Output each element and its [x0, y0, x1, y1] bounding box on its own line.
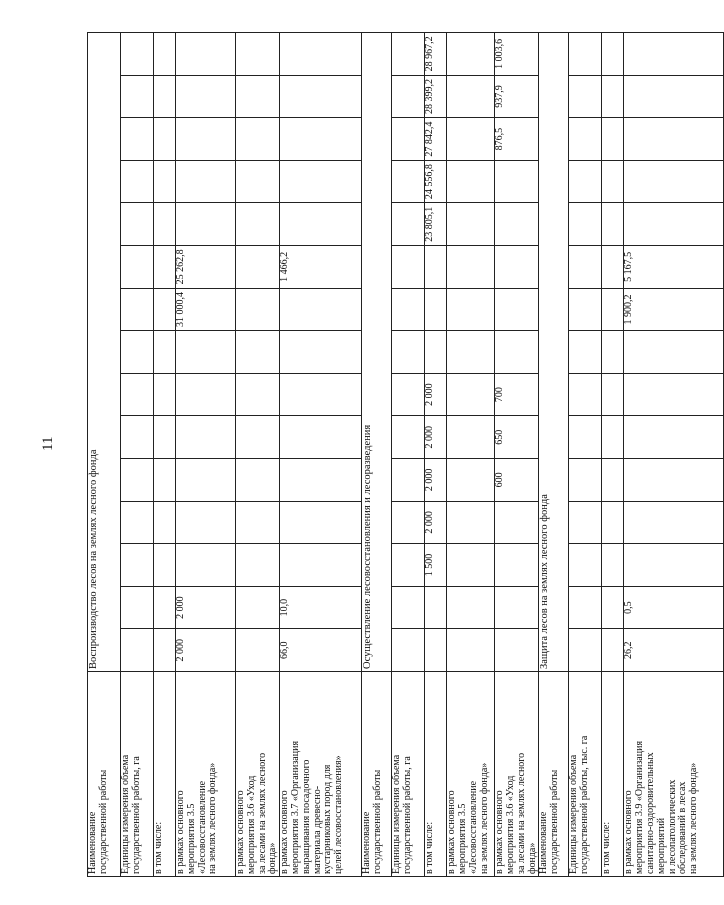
- table-cell: [425, 288, 447, 331]
- row-label: Единицы измерения объема государственной работы, га: [392, 672, 425, 877]
- section-title: Защита лесов на землях лесного фонда: [539, 33, 569, 672]
- table-cell: [154, 203, 176, 246]
- table-cell: [495, 331, 539, 374]
- table-cell: 2 000: [176, 586, 236, 629]
- table-cell: [495, 544, 539, 587]
- table-cell: 10,0: [280, 586, 362, 629]
- table-cell: 1 003,6: [495, 33, 539, 76]
- table-cell: 66,0: [280, 629, 362, 672]
- table-cell: 2 000: [425, 373, 447, 416]
- table-cell: [569, 331, 602, 374]
- table-cell: [121, 373, 154, 416]
- table-cell: [280, 118, 362, 161]
- row-label: Наименование государственной работы: [362, 672, 392, 877]
- table-cell: [176, 416, 236, 459]
- table-cell: [624, 331, 724, 374]
- table-cell: [495, 160, 539, 203]
- table-cell: [121, 544, 154, 587]
- table-row: [392, 33, 425, 877]
- table-cell: [392, 586, 425, 629]
- table-cell: [121, 160, 154, 203]
- table-cell: [392, 118, 425, 161]
- table-cell: [569, 246, 602, 289]
- table-cell: [624, 33, 724, 76]
- table-cell: [602, 586, 624, 629]
- table-cell: [154, 544, 176, 587]
- table-cell: [236, 75, 280, 118]
- table-cell: [602, 416, 624, 459]
- table-cell: [602, 544, 624, 587]
- table-row: [539, 33, 569, 877]
- table-cell: [392, 501, 425, 544]
- table-cell: [569, 459, 602, 502]
- table-row: [624, 33, 724, 877]
- table-cell: [236, 373, 280, 416]
- table-cell: [154, 586, 176, 629]
- table-cell: [392, 373, 425, 416]
- table-cell: [154, 288, 176, 331]
- table-cell: [569, 118, 602, 161]
- table-cell: [176, 544, 236, 587]
- table-body: [88, 33, 724, 877]
- table-cell: [121, 459, 154, 502]
- table-cell: [624, 416, 724, 459]
- table-cell: 28 399,2: [425, 75, 447, 118]
- section-title: Осуществление лесовосстановления и лесоразведения: [362, 33, 392, 672]
- table-row: [88, 33, 121, 877]
- table-cell: [602, 118, 624, 161]
- table-cell: [154, 75, 176, 118]
- table-cell: [392, 246, 425, 289]
- table-cell: [602, 33, 624, 76]
- table-cell: [121, 246, 154, 289]
- table-cell: 2 000: [425, 416, 447, 459]
- table-cell: [447, 373, 495, 416]
- table-cell: [624, 501, 724, 544]
- table-cell: [176, 459, 236, 502]
- table-cell: [495, 203, 539, 246]
- table-cell: [280, 459, 362, 502]
- table-cell: [236, 331, 280, 374]
- table-cell: [121, 331, 154, 374]
- table-cell: [392, 33, 425, 76]
- table-cell: [447, 75, 495, 118]
- table-cell: 0,5: [624, 586, 724, 629]
- table-cell: [392, 629, 425, 672]
- row-label: в том числе:: [154, 672, 176, 877]
- table-cell: [447, 501, 495, 544]
- table-cell: 2 000: [176, 629, 236, 672]
- table-row: [121, 33, 154, 877]
- table-cell: [425, 629, 447, 672]
- table-cell: [569, 544, 602, 587]
- table-cell: [447, 246, 495, 289]
- table-cell: [569, 501, 602, 544]
- row-label: в рамках основного мероприятия 3.7 «Организация выращивания посадочного материала древесно- кустарниковых пород для целей лесовосстановления»: [280, 672, 362, 877]
- table-cell: [236, 459, 280, 502]
- table-cell: [280, 331, 362, 374]
- row-label: в том числе:: [602, 672, 624, 877]
- table-cell: [176, 203, 236, 246]
- table-row: [236, 33, 280, 877]
- table-cell: [121, 118, 154, 161]
- table-cell: [447, 459, 495, 502]
- table-cell: [154, 160, 176, 203]
- table-cell: [447, 586, 495, 629]
- table-cell: [447, 118, 495, 161]
- table-cell: [236, 118, 280, 161]
- funding-table: [87, 32, 724, 877]
- page-number: 11: [40, 436, 56, 451]
- table-cell: 876,5: [495, 118, 539, 161]
- table-cell: [624, 373, 724, 416]
- table-cell: [280, 288, 362, 331]
- table-cell: 650: [495, 416, 539, 459]
- table-cell: [392, 459, 425, 502]
- table-cell: [176, 160, 236, 203]
- table-cell: [447, 33, 495, 76]
- row-label: в рамках основного мероприятия 3.5 «Лесовосстановление на землях лесного фонда»: [447, 672, 495, 877]
- table-cell: [280, 416, 362, 459]
- table-cell: 24 556,8: [425, 160, 447, 203]
- table-cell: [176, 501, 236, 544]
- table-cell: 1 466,2: [280, 246, 362, 289]
- table-cell: [425, 246, 447, 289]
- table-cell: [392, 288, 425, 331]
- table-cell: [569, 75, 602, 118]
- table-cell: [236, 33, 280, 76]
- table-cell: 1 900,2: [624, 288, 724, 331]
- table-cell: [236, 288, 280, 331]
- table-cell: [624, 75, 724, 118]
- table-cell: 23 805,1: [425, 203, 447, 246]
- table-cell: [154, 246, 176, 289]
- table-row: [154, 33, 176, 877]
- table-cell: [569, 373, 602, 416]
- table-cell: [236, 416, 280, 459]
- table-cell: [447, 629, 495, 672]
- table-cell: [236, 586, 280, 629]
- table-cell: [425, 586, 447, 629]
- table-cell: [624, 459, 724, 502]
- table-cell: [447, 160, 495, 203]
- table-cell: [121, 501, 154, 544]
- table-cell: [280, 373, 362, 416]
- table-cell: [495, 501, 539, 544]
- row-label: Наименование государственной работы: [88, 672, 121, 877]
- table-cell: [569, 288, 602, 331]
- table-cell: [121, 288, 154, 331]
- table-cell: 600: [495, 459, 539, 502]
- table-cell: [624, 160, 724, 203]
- table-row: [447, 33, 495, 877]
- table-cell: [280, 203, 362, 246]
- table-cell: [447, 544, 495, 587]
- table-cell: [392, 75, 425, 118]
- table-cell: [280, 33, 362, 76]
- row-label: в том числе:: [425, 672, 447, 877]
- table-cell: [154, 459, 176, 502]
- table-cell: [236, 629, 280, 672]
- table-cell: [602, 160, 624, 203]
- table-cell: [602, 373, 624, 416]
- table-cell: [569, 416, 602, 459]
- table-cell: [447, 331, 495, 374]
- table-cell: [154, 501, 176, 544]
- table-cell: [495, 586, 539, 629]
- table-row: [176, 33, 236, 877]
- table-cell: [569, 586, 602, 629]
- table-cell: [495, 288, 539, 331]
- table-cell: [392, 331, 425, 374]
- table-row: [280, 33, 362, 877]
- table-cell: [121, 33, 154, 76]
- table-cell: [392, 544, 425, 587]
- table-cell: [624, 544, 724, 587]
- rotated-table-wrapper: [87, 32, 700, 877]
- table-cell: 1 500: [425, 544, 447, 587]
- table-cell: [154, 118, 176, 161]
- table-cell: [569, 203, 602, 246]
- table-cell: [569, 33, 602, 76]
- row-label: в рамках основного мероприятия 3.9 «Организация санитарно-оздоровительных мероприятий и лесопатологических обследований в лесах на землях лесного фонда»: [624, 672, 724, 877]
- table-cell: [154, 629, 176, 672]
- table-cell: [121, 203, 154, 246]
- row-label: в рамках основного мероприятия 3.6 «Уход за лесами на землях лесного фонда»: [236, 672, 280, 877]
- table-cell: [447, 288, 495, 331]
- table-cell: [602, 203, 624, 246]
- table-cell: [447, 416, 495, 459]
- table-cell: 25 262,8: [176, 246, 236, 289]
- table-row: [602, 33, 624, 877]
- table-cell: [624, 118, 724, 161]
- table-row: [569, 33, 602, 877]
- table-cell: [392, 203, 425, 246]
- table-cell: [447, 203, 495, 246]
- table-cell: [236, 501, 280, 544]
- table-cell: [176, 373, 236, 416]
- row-label: Наименование государственной работы: [539, 672, 569, 877]
- table-cell: [602, 501, 624, 544]
- table-cell: 28 967,2: [425, 33, 447, 76]
- table-cell: [280, 501, 362, 544]
- table-cell: [121, 629, 154, 672]
- table-cell: [495, 629, 539, 672]
- table-cell: [392, 416, 425, 459]
- table-cell: 2 000: [425, 501, 447, 544]
- table-cell: [495, 246, 539, 289]
- table-cell: 5 167,5: [624, 246, 724, 289]
- table-cell: [602, 288, 624, 331]
- row-label: Единицы измерения объема государственной работы, га: [121, 672, 154, 877]
- table-cell: [280, 544, 362, 587]
- table-cell: [176, 118, 236, 161]
- table-cell: [280, 75, 362, 118]
- table-cell: [154, 373, 176, 416]
- table-cell: 27 842,4: [425, 118, 447, 161]
- table-cell: 2 000: [425, 459, 447, 502]
- table-cell: [602, 459, 624, 502]
- table-cell: [121, 586, 154, 629]
- table-row: [425, 33, 447, 877]
- table-cell: [154, 331, 176, 374]
- table-cell: [236, 203, 280, 246]
- table-cell: [236, 246, 280, 289]
- table-cell: [624, 203, 724, 246]
- table-cell: [602, 246, 624, 289]
- row-label: в рамках основного мероприятия 3.6 «Уход за лесами на землях лесного фонда»: [495, 672, 539, 877]
- table-cell: [176, 331, 236, 374]
- table-row: [495, 33, 539, 877]
- table-cell: [236, 544, 280, 587]
- table-cell: [176, 75, 236, 118]
- table-cell: [569, 629, 602, 672]
- table-cell: [602, 75, 624, 118]
- table-cell: [569, 160, 602, 203]
- table-cell: [392, 160, 425, 203]
- table-cell: [602, 331, 624, 374]
- table-cell: 700: [495, 373, 539, 416]
- table-cell: [121, 416, 154, 459]
- table-row: [362, 33, 392, 877]
- table-cell: [280, 160, 362, 203]
- table-cell: [176, 33, 236, 76]
- table-cell: [154, 33, 176, 76]
- table-cell: [425, 331, 447, 374]
- row-label: в рамках основного мероприятия 3.5 «Лесовосстановление на землях лесного фонда»: [176, 672, 236, 877]
- table-cell: [154, 416, 176, 459]
- table-cell: [236, 160, 280, 203]
- section-title: Воспроизводство лесов на землях лесного фонда: [88, 33, 121, 672]
- table-cell: 937,9: [495, 75, 539, 118]
- table-cell: [602, 629, 624, 672]
- table-cell: [121, 75, 154, 118]
- table-cell: 31 000,4: [176, 288, 236, 331]
- row-label: Единицы измерения объема государственной работы, тыс. га: [569, 672, 602, 877]
- table-cell: 26,2: [624, 629, 724, 672]
